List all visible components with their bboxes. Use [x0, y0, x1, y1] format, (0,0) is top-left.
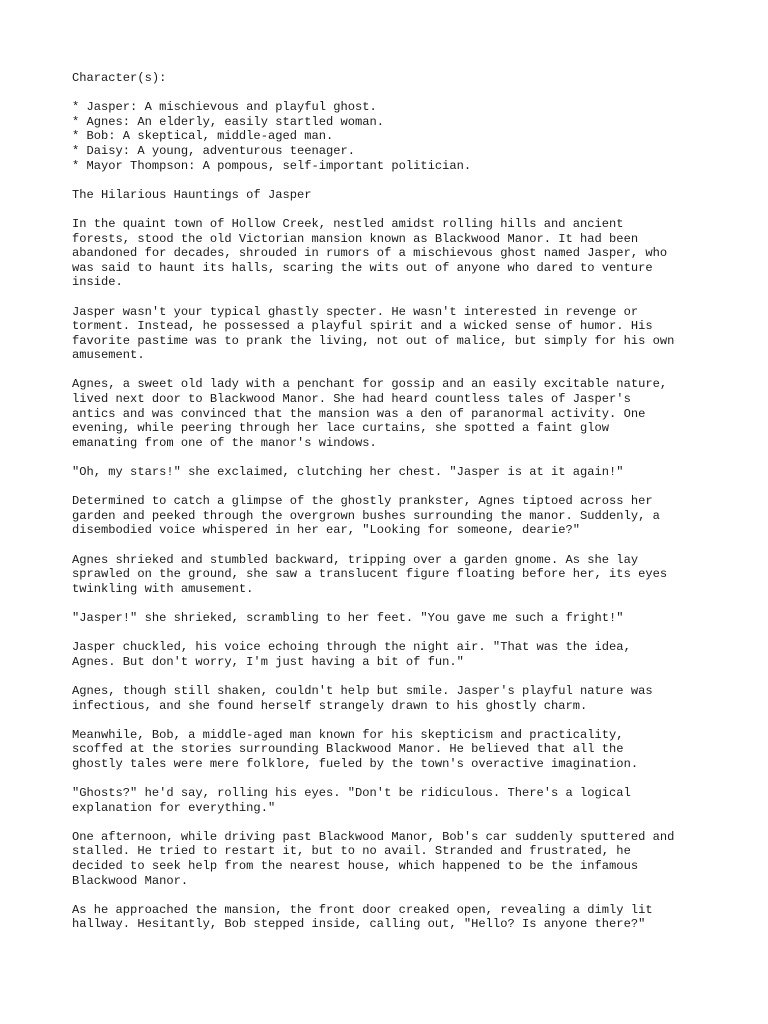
story-paragraph: Determined to catch a glimpse of the ghostly prankster, Agnes tiptoed across her garden and peeked through the overgrown bushes surrounding the manor. Suddenly, a disembodied voice whispered in her ear, "Looking for someone, dearie?" — [72, 494, 660, 538]
character-item: * Agnes: An elderly, easily startled woman. — [72, 114, 385, 129]
story-paragraph: "Ghosts?" he'd say, rolling his eyes. "Don't be ridiculous. There's a logical explanation for everything." — [72, 786, 631, 815]
story-paragraph: One afternoon, while driving past Blackwood Manor, Bob's car suddenly sputtered and stalled. He tried to restart it, but to no avail. Stranded and frustrated, he decided to seek help from the nearest house, which happened to be the infamous Blackwood Manor. — [72, 829, 675, 888]
story-paragraph: Jasper chuckled, his voice echoing through the night air. "That was the idea, Agnes. But don't worry, I'm just having a bit of fun." — [72, 640, 631, 669]
story-title: The Hilarious Hauntings of Jasper — [72, 187, 312, 202]
character-item: * Jasper: A mischievous and playful ghost. — [72, 100, 377, 115]
story-paragraph: Meanwhile, Bob, a middle-aged man known for his skepticism and practicality, scoffed at the stories surrounding Blackwood Manor. He believed that all the ghostly tales were mere folklore, fueled by the town's overactive imagination. — [72, 727, 639, 771]
character-list — [72, 100, 732, 173]
story-paragraph: "Oh, my stars!" she exclaimed, clutching her chest. "Jasper is at it again!" — [72, 465, 624, 480]
story-paragraph: As he approached the mansion, the front door creaked open, revealing a dimly lit hallway. Hesitantly, Bob stepped inside, calling out, "Hello? Is anyone there?" — [72, 902, 653, 932]
story-paragraph: In the quaint town of Hollow Creek, nestled amidst rolling hills and ancient forests, stood the old Victorian mansion known as Blackwood Manor. It had been abandoned for decades, shrouded in rumors of a mischievous ghost named Jasper, who was said to haunt its halls, scaring the wits out of anyone who dared to venture inside. — [72, 216, 668, 290]
characters-heading: Character(s): — [72, 71, 167, 85]
character-item: * Daisy: A young, adventurous teenager. — [72, 143, 356, 158]
character-item: * Bob: A skeptical, middle-aged man. — [72, 129, 334, 144]
story-paragraph: "Jasper!" she shrieked, scrambling to her feet. "You gave me such a fright!" — [72, 610, 624, 625]
story-paragraph: Agnes shrieked and stumbled backward, tripping over a garden gnome. As she lay sprawled on the ground, she saw a translucent figure floating before her, its eyes twinkling with amusement. — [72, 552, 668, 596]
document-page — [72, 71, 732, 947]
story-paragraph: Agnes, a sweet old lady with a penchant for gossip and an easily excitable nature, lived next door to Blackwood Manor. She had heard countless tales of Jasper's antics and was convinced that the mansion was a den of paranormal activity. One evening, while peering through her lace curtains, she spotted a faint glow emanating from one of the manor's windows. — [72, 377, 668, 450]
character-item: * Mayor Thompson: A pompous, self-important politician. — [72, 158, 472, 173]
story-paragraph: Agnes, though still shaken, couldn't help but smile. Jasper's playful nature was infectious, and she found herself strangely drawn to his ghostly charm. — [72, 683, 653, 713]
story-paragraph: Jasper wasn't your typical ghastly specter. He wasn't interested in revenge or torment. Instead, he possessed a playful spirit and a wicked sense of humor. His favorite pastime was to prank the living, not out of malice, but simply for his own amusement. — [72, 304, 675, 363]
